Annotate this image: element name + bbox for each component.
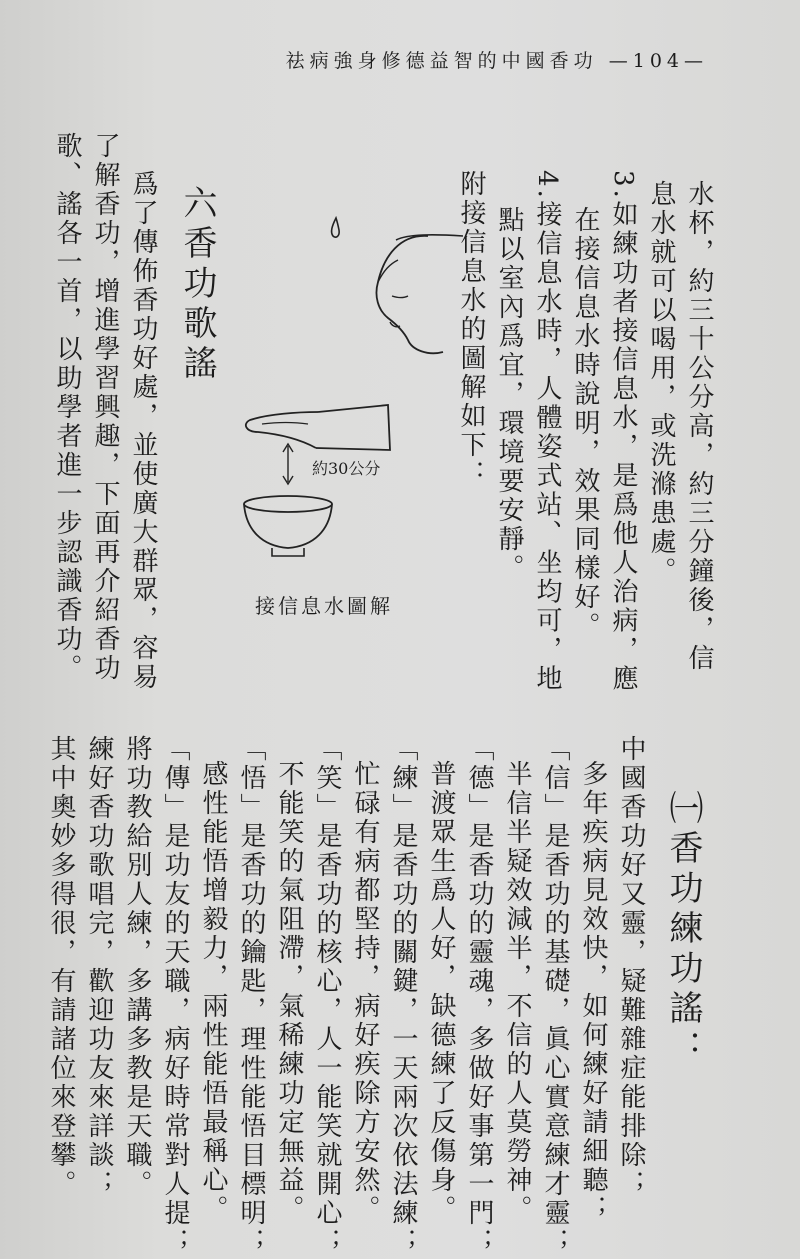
verse-line: 將功教給別人練，多講多教是天職。	[122, 735, 152, 1199]
text-column: 息水就可以喝用，或洗滌患處。	[646, 180, 676, 586]
verse-line: 半信半疑效減半，不信的人莫勞神。	[502, 760, 532, 1224]
page-number: —104—	[608, 50, 708, 72]
bowl-foot	[272, 548, 304, 556]
section-title: 六香功歌謠	[177, 185, 217, 385]
list-item-3: 3.如練功者接信息水，是爲他人治病，應	[608, 170, 638, 694]
bowl-rim	[244, 496, 332, 512]
running-header	[286, 46, 708, 73]
verse-line: 其中奧妙多得很，有請諸位來登攀。	[46, 735, 76, 1199]
verse-line: 「德」是香功的靈魂，多做好事第一門；	[464, 735, 494, 1257]
paragraph-line: 歌、謠各一首，以助學者進一步認識香功。	[52, 132, 82, 683]
verse-line: 普渡眾生爲人好，缺德練了反傷身。	[426, 760, 456, 1224]
running-title: 祛病強身修德益智的中國香功	[285, 50, 598, 72]
head-outline	[376, 236, 443, 353]
verse-line: 中國香功好又靈，疑難雜症能排除；	[616, 735, 646, 1199]
paragraph-line: 了解香功，增進學習興趣，下面再介紹香功	[90, 132, 120, 683]
list-item-3-continued: 在接信息水時說明，效果同樣好。	[570, 206, 600, 641]
distance-label: 約30公分	[312, 459, 381, 478]
list-item-4: 4.接信息水時，人體姿式站、坐均可，地	[532, 170, 562, 694]
verse-line: 忙碌有病都堅持，病好疾除方安然。	[350, 760, 380, 1224]
arm-outline	[316, 405, 390, 450]
appendix-note: 附接信息水的圖解如下：	[456, 170, 486, 489]
hand-outline	[246, 412, 318, 448]
verse-line: 「悟」是香功的鑰匙，理性能悟目標明；	[236, 735, 266, 1257]
paragraph-line: 爲了傳佈香功好處，並使廣大群眾，容易	[128, 170, 158, 692]
verse-line: 「傳」是功友的天職，病好時常對人提；	[160, 735, 190, 1257]
verse-line: 感性能悟增毅力，兩性能悟最稱心。	[198, 760, 228, 1224]
verse-line: 「笑」是香功的核心，人一能笑就開心；	[312, 735, 342, 1257]
verse-line: 多年疾病見效快，如何練好請細聽；	[578, 760, 608, 1224]
subsection-title: ㈠香功練功謠：	[663, 790, 703, 1070]
verse-line: 「練」是香功的關鍵，一天兩次依法練；	[388, 735, 418, 1257]
list-item-4-continued: 點以室內爲宜，環境要安靜。	[494, 206, 524, 583]
receiving-water-illustration	[228, 200, 468, 620]
verse-line: 「信」是香功的基礎，眞心實意練才靈；	[540, 735, 570, 1257]
verse-line: 不能笑的氣阻滯，氣稀練功定無益。	[274, 760, 304, 1224]
closed-eye	[392, 296, 408, 298]
figure-caption: 接信息水圖解	[255, 594, 393, 618]
text-column: 水杯，約三十公分高，約三分鐘後，信	[684, 180, 714, 673]
water-drop-icon	[332, 218, 340, 237]
verse-line: 練好香功歌唱完，歡迎功友來詳談；	[84, 735, 114, 1199]
